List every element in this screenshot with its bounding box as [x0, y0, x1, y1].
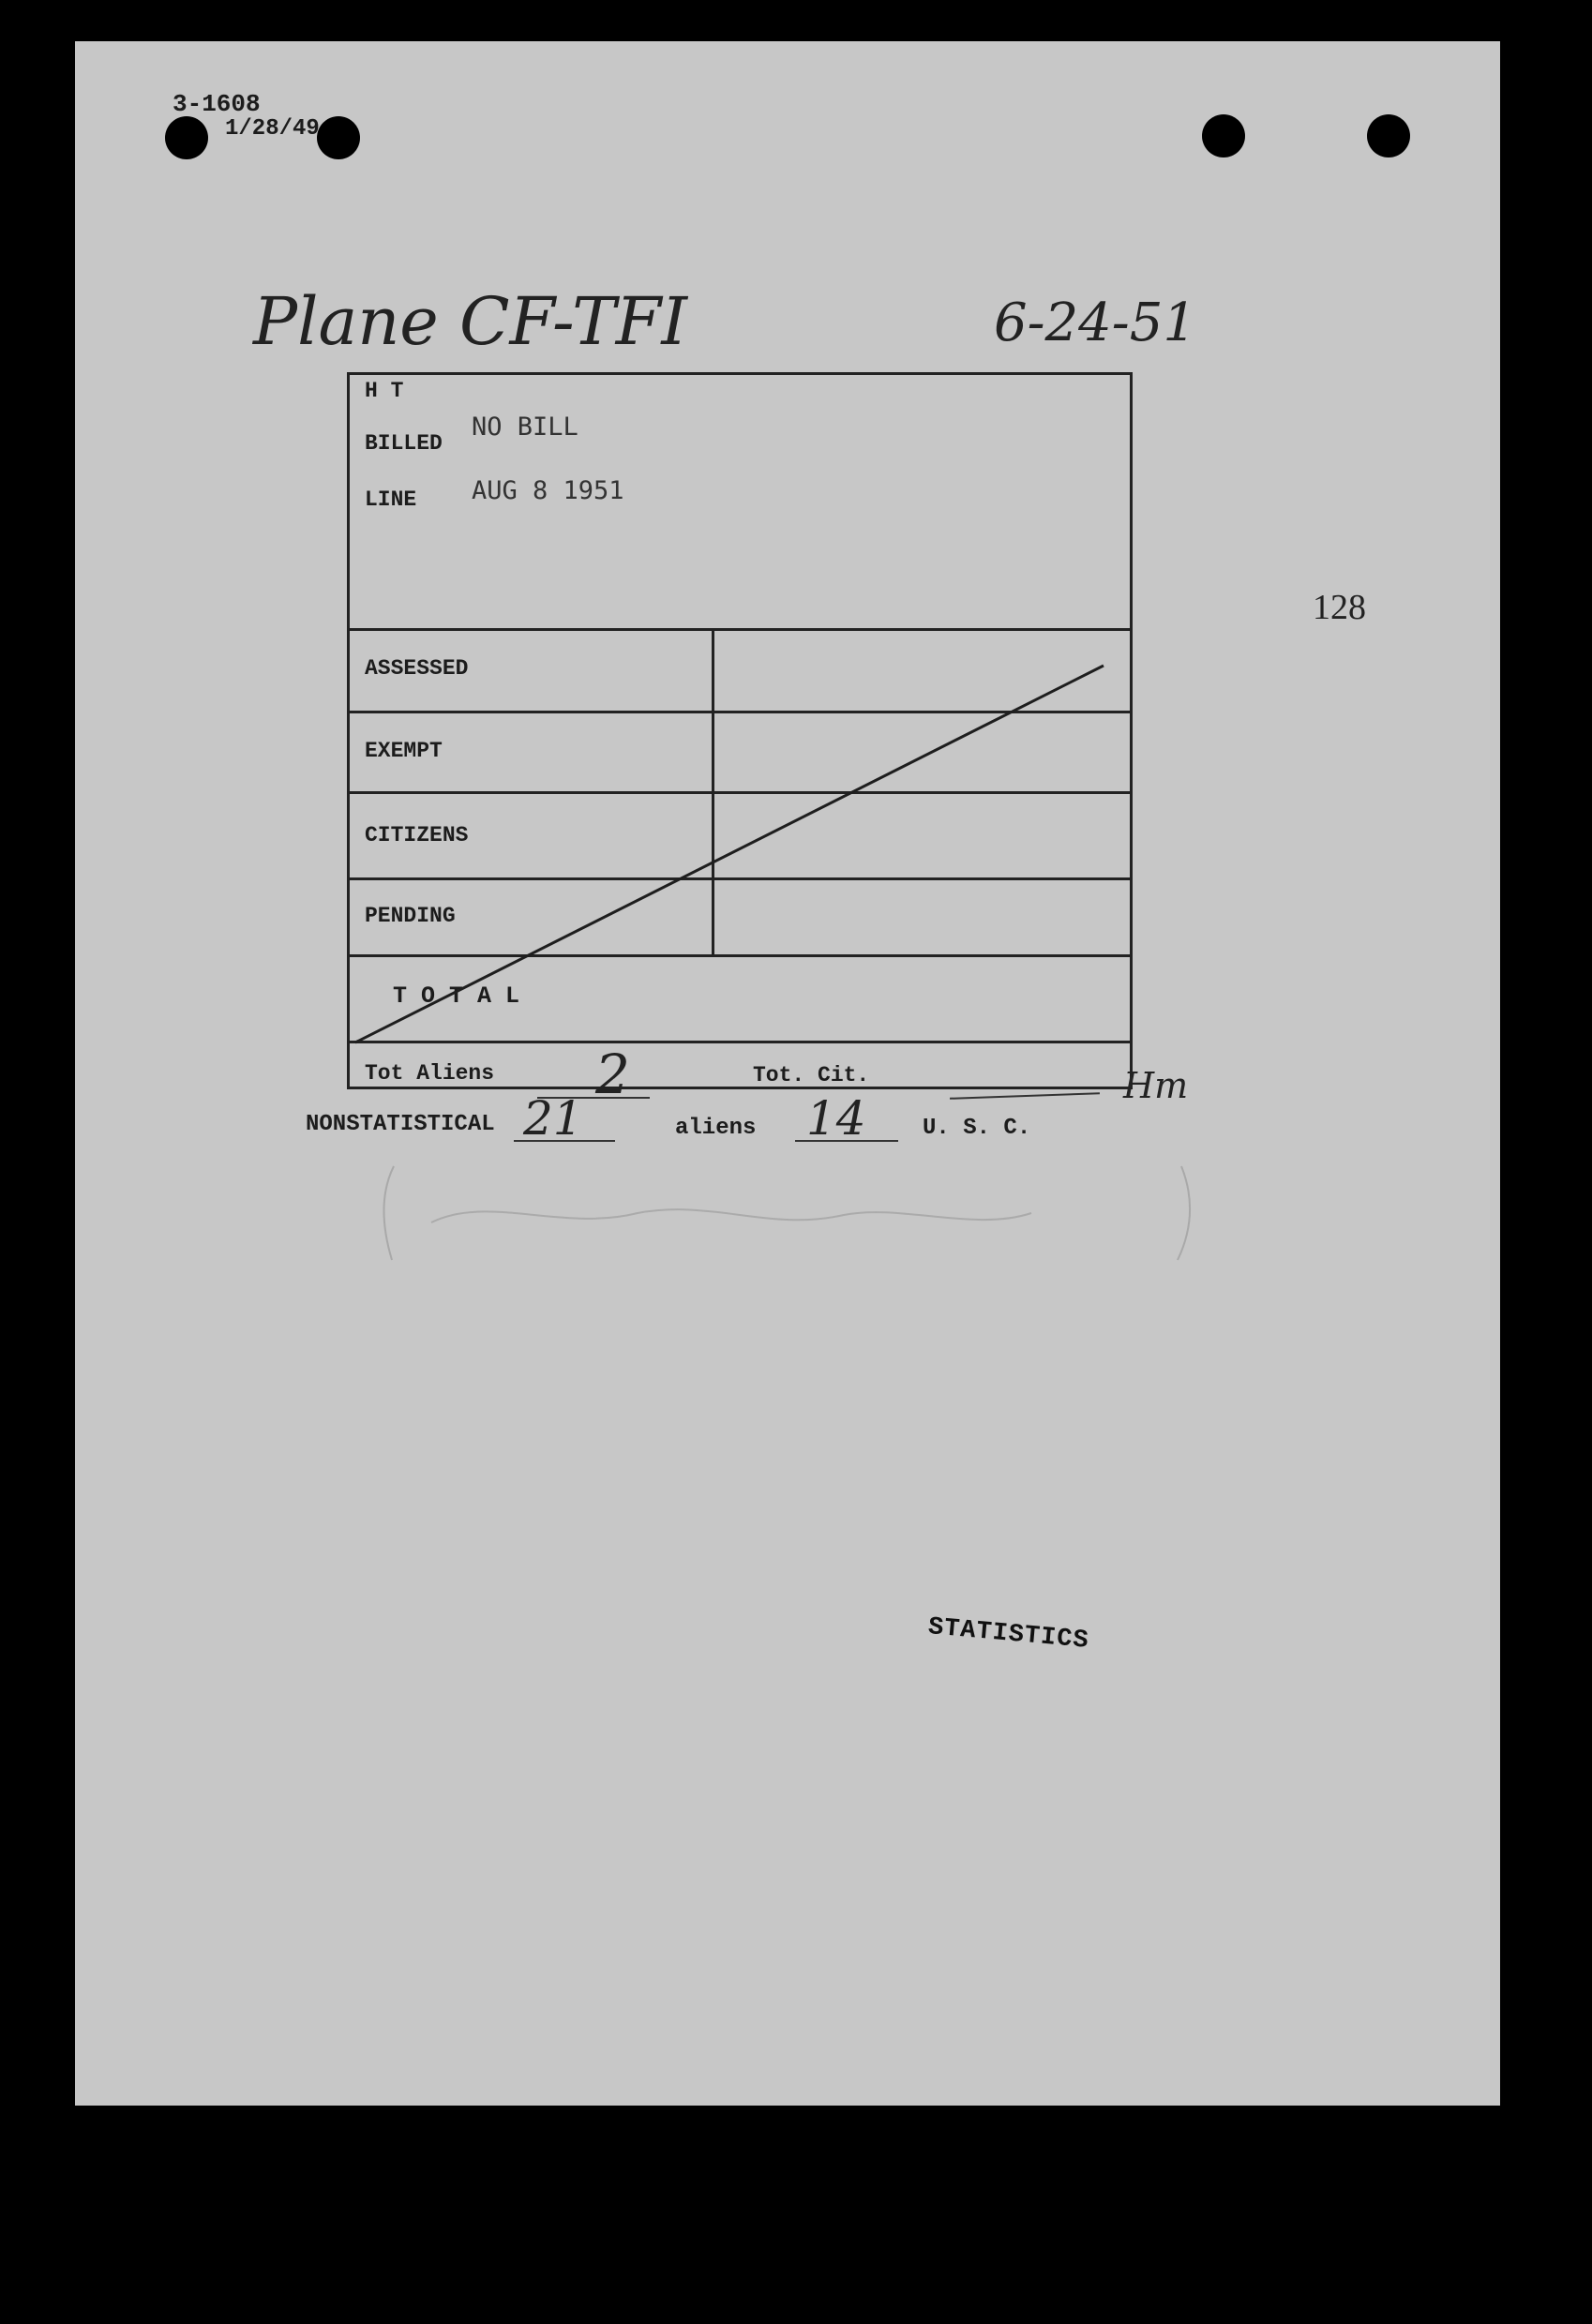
line-label: LINE — [365, 487, 417, 512]
tot-cit-label: Tot. Cit. — [753, 1063, 870, 1087]
initials: Hm — [1123, 1065, 1189, 1106]
assessed-label: ASSESSED — [365, 656, 469, 681]
punch-hole-right-2 — [1367, 114, 1410, 157]
document-sheet — [75, 41, 1500, 2106]
punch-hole-left-2 — [317, 116, 360, 159]
nonstat-aliens-value: 21 — [523, 1091, 583, 1146]
handwritten-date: 6-24-51 — [994, 292, 1196, 353]
tot-cit-dash — [950, 1092, 1100, 1100]
statistics-stamp-text: STATISTICS — [926, 1613, 1090, 1656]
ht-label: H T — [365, 379, 404, 403]
no-bill-stamp: NO BILL — [472, 412, 578, 442]
tot-aliens-value: 2 — [595, 1042, 630, 1106]
plane-title: Plane CF-TFI — [253, 283, 688, 360]
punch-hole-left — [165, 116, 208, 159]
date-stamp: AUG 8 1951 — [472, 476, 624, 505]
erased-pencil-note — [375, 1147, 1200, 1279]
exempt-label: EXEMPT — [365, 739, 443, 763]
nonstat-usc-value: 14 — [806, 1091, 866, 1146]
manifest-form-box — [347, 372, 1133, 1106]
aliens-label: aliens — [675, 1116, 757, 1141]
form-date: 1/28/49 — [225, 116, 320, 142]
form-number: 3-1608 — [173, 90, 261, 118]
statistics-stamp — [927, 1613, 1090, 1656]
total-label: T O T A L — [393, 982, 520, 1010]
nonstat-aliens-underline — [514, 1140, 615, 1142]
tot-aliens-label: Tot Aliens — [365, 1061, 495, 1086]
usc-label: U. S. C. — [923, 1116, 1031, 1141]
punch-hole-right-1 — [1202, 114, 1245, 157]
nonstat-usc-underline — [795, 1140, 898, 1142]
citizens-label: CITIZENS — [365, 823, 469, 847]
cancel-diagonal-line — [350, 375, 1135, 1092]
nonstatistical-label: NONSTATISTICAL — [306, 1112, 495, 1137]
page-number: 128 — [1313, 588, 1366, 627]
pending-label: PENDING — [365, 904, 456, 928]
billed-label: BILLED — [365, 431, 443, 456]
